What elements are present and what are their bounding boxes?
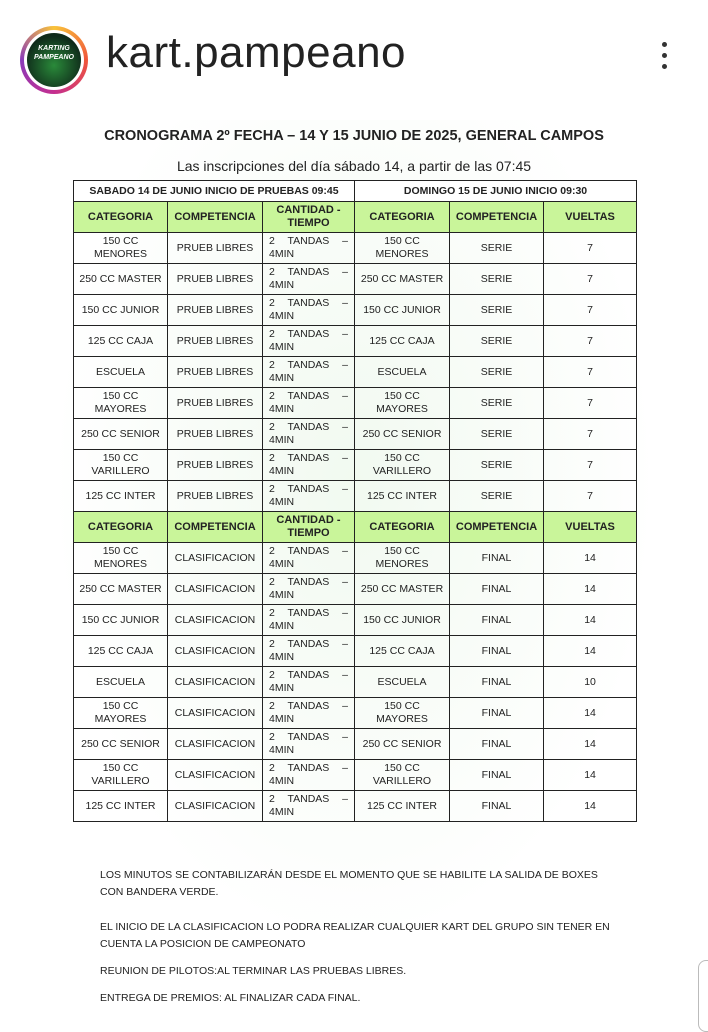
column-header: COMPETENCIA (450, 512, 544, 543)
table-cell: FINAL (450, 605, 544, 636)
table-cell: 250 CC SENIOR (355, 729, 450, 760)
column-header-row (74, 202, 637, 233)
table-cell: 7 (544, 450, 637, 481)
table-cell: PRUEB LIBRES (168, 388, 263, 419)
column-header: CATEGORIA (355, 202, 450, 233)
table-cell: PRUEB LIBRES (168, 233, 263, 264)
column-header: CANTIDAD - TIEMPO (263, 512, 355, 543)
table-cell: CLASIFICACION (168, 605, 263, 636)
table-cell: 14 (544, 605, 637, 636)
table-cell: 125 CC CAJA (355, 636, 450, 667)
table-cell: CLASIFICACION (168, 636, 263, 667)
table-cell: SERIE (450, 481, 544, 512)
table-cell: 150 CC MAYORES (74, 388, 168, 419)
table-cell: 7 (544, 233, 637, 264)
table-cell: PRUEB LIBRES (168, 450, 263, 481)
table-cell: 125 CC INTER (74, 791, 168, 822)
table-cell: 2 TANDAS – 4MIN (263, 419, 355, 450)
table-cell: 2 TANDAS – 4MIN (263, 450, 355, 481)
table-row (74, 729, 637, 760)
table-cell: PRUEB LIBRES (168, 264, 263, 295)
table-cell: 14 (544, 760, 637, 791)
table-row (74, 636, 637, 667)
table-cell: SERIE (450, 326, 544, 357)
table-cell: 150 CC MENORES (74, 233, 168, 264)
table-cell: 150 CC JUNIOR (74, 605, 168, 636)
table-cell: SERIE (450, 264, 544, 295)
table-cell: 10 (544, 667, 637, 698)
table-row (74, 543, 637, 574)
table-cell: 14 (544, 791, 637, 822)
table-cell: PRUEB LIBRES (168, 295, 263, 326)
note-minutes: LOS MINUTOS SE CONTABILIZARÁN DESDE EL MOMENTO QUE SE HABILITE LA SALIDA DE BOXES CON BANDERA VERDE. (100, 869, 598, 898)
table-cell: 150 CC MAYORES (355, 698, 450, 729)
day-header-row (74, 181, 637, 202)
table-row (74, 667, 637, 698)
table-cell: 150 CC VARILLERO (355, 450, 450, 481)
table-cell: 2 TANDAS – 4MIN (263, 698, 355, 729)
table-cell: SERIE (450, 233, 544, 264)
table-cell: 7 (544, 481, 637, 512)
table-cell: 2 TANDAS – 4MIN (263, 295, 355, 326)
table-cell: 150 CC JUNIOR (355, 605, 450, 636)
table-cell: FINAL (450, 667, 544, 698)
schedule-document (0, 120, 708, 1024)
table-cell: SERIE (450, 295, 544, 326)
table-cell: CLASIFICACION (168, 729, 263, 760)
table-cell: 2 TANDAS – 4MIN (263, 636, 355, 667)
table-cell: CLASIFICACION (168, 760, 263, 791)
column-header: VUELTAS (544, 202, 637, 233)
table-cell: 150 CC VARILLERO (74, 760, 168, 791)
column-header: VUELTAS (544, 512, 637, 543)
notes (100, 867, 620, 1021)
table-cell: 125 CC CAJA (74, 636, 168, 667)
column-header-row (74, 512, 637, 543)
table-cell: 2 TANDAS – 4MIN (263, 791, 355, 822)
note-awards: ENTREGA DE PREMIOS: AL FINALIZAR CADA FINAL. (100, 992, 361, 1004)
table-cell: 250 CC MASTER (74, 574, 168, 605)
column-header: CATEGORIA (74, 202, 168, 233)
table-row (74, 760, 637, 791)
schedule-table (73, 180, 637, 822)
table-cell: SERIE (450, 388, 544, 419)
table-cell: ESCUELA (355, 357, 450, 388)
logo-text: KARTING PAMPEANO (34, 45, 74, 61)
column-header: COMPETENCIA (450, 202, 544, 233)
table-cell: 150 CC VARILLERO (74, 450, 168, 481)
side-panel-edge (698, 960, 708, 1032)
note-classification: EL INICIO DE LA CLASIFICACION LO PODRA REALIZAR CUALQUIER KART DEL GRUPO SIN TENER EN CUENTA LA POSICION DE CAMPEONATO (100, 921, 610, 950)
column-header: CANTIDAD - TIEMPO (263, 202, 355, 233)
saturday-header: SABADO 14 DE JUNIO INICIO DE PRUEBAS 09:45 (74, 181, 355, 202)
table-cell: 150 CC MAYORES (74, 698, 168, 729)
karting-logo-icon (27, 33, 81, 87)
more-options-icon[interactable] (656, 42, 672, 78)
table-cell: PRUEB LIBRES (168, 419, 263, 450)
table-cell: FINAL (450, 760, 544, 791)
column-header: CATEGORIA (74, 512, 168, 543)
sunday-header: DOMINGO 15 DE JUNIO INICIO 09:30 (355, 181, 637, 202)
table-row (74, 605, 637, 636)
table-cell: 250 CC MASTER (74, 264, 168, 295)
document-title: CRONOGRAMA 2º FECHA – 14 Y 15 JUNIO DE 2025, GENERAL CAMPOS (104, 128, 604, 144)
table-cell: 125 CC CAJA (355, 326, 450, 357)
table-cell: 250 CC SENIOR (74, 729, 168, 760)
table-row (74, 574, 637, 605)
table-cell: 125 CC CAJA (74, 326, 168, 357)
profile-avatar[interactable] (20, 26, 88, 94)
table-cell: 125 CC INTER (74, 481, 168, 512)
table-row (74, 233, 637, 264)
document-subtitle: Las inscripciones del día sábado 14, a partir de las 07:45 (176, 158, 532, 174)
table-cell: 7 (544, 357, 637, 388)
table-row (74, 357, 637, 388)
table-cell: CLASIFICACION (168, 543, 263, 574)
table-cell: FINAL (450, 729, 544, 760)
table-cell: 125 CC INTER (355, 481, 450, 512)
table-cell: FINAL (450, 636, 544, 667)
table-row (74, 388, 637, 419)
table-cell: CLASIFICACION (168, 698, 263, 729)
table-cell: 150 CC JUNIOR (74, 295, 168, 326)
table-row (74, 264, 637, 295)
table-cell: SERIE (450, 357, 544, 388)
table-cell: 2 TANDAS – 4MIN (263, 233, 355, 264)
table-cell: 14 (544, 543, 637, 574)
table-cell: 14 (544, 636, 637, 667)
table-cell: 14 (544, 574, 637, 605)
post-header (0, 0, 708, 120)
table-cell: ESCUELA (74, 357, 168, 388)
table-row (74, 419, 637, 450)
table-cell: ESCUELA (355, 667, 450, 698)
table-cell: 7 (544, 419, 637, 450)
table-cell: SERIE (450, 419, 544, 450)
table-row (74, 481, 637, 512)
table-cell: 7 (544, 264, 637, 295)
table-cell: 14 (544, 698, 637, 729)
note-drivers-meeting: REUNION DE PILOTOS:AL TERMINAR LAS PRUEBAS LIBRES. (100, 965, 407, 977)
table-cell: 7 (544, 388, 637, 419)
table-cell: FINAL (450, 574, 544, 605)
table-row (74, 791, 637, 822)
table-row (74, 450, 637, 481)
table-cell: 250 CC MASTER (355, 574, 450, 605)
table-cell: 150 CC MENORES (355, 543, 450, 574)
table-row (74, 326, 637, 357)
table-cell: 150 CC VARILLERO (355, 760, 450, 791)
table-cell: 2 TANDAS – 4MIN (263, 543, 355, 574)
table-cell: 150 CC MENORES (355, 233, 450, 264)
table-cell: 150 CC MAYORES (355, 388, 450, 419)
table-cell: CLASIFICACION (168, 791, 263, 822)
table-cell: 150 CC MENORES (74, 543, 168, 574)
table-cell: 2 TANDAS – 4MIN (263, 388, 355, 419)
table-cell: 2 TANDAS – 4MIN (263, 264, 355, 295)
table-row (74, 698, 637, 729)
table-cell: 14 (544, 729, 637, 760)
table-cell: PRUEB LIBRES (168, 481, 263, 512)
table-cell: 2 TANDAS – 4MIN (263, 326, 355, 357)
table-cell: 2 TANDAS – 4MIN (263, 481, 355, 512)
table-cell: CLASIFICACION (168, 574, 263, 605)
table-cell: 7 (544, 326, 637, 357)
table-cell: 7 (544, 295, 637, 326)
column-header: COMPETENCIA (168, 202, 263, 233)
table-cell: 125 CC INTER (355, 791, 450, 822)
table-cell: 250 CC SENIOR (74, 419, 168, 450)
table-cell: SERIE (450, 450, 544, 481)
table-cell: 2 TANDAS – 4MIN (263, 760, 355, 791)
table-cell: 250 CC SENIOR (355, 419, 450, 450)
table-cell: 150 CC JUNIOR (355, 295, 450, 326)
column-header: COMPETENCIA (168, 512, 263, 543)
table-cell: ESCUELA (74, 667, 168, 698)
table-cell: PRUEB LIBRES (168, 357, 263, 388)
table-cell: PRUEB LIBRES (168, 326, 263, 357)
table-cell: 2 TANDAS – 4MIN (263, 729, 355, 760)
table-row (74, 295, 637, 326)
profile-username[interactable]: kart.pampeano (106, 28, 407, 77)
table-cell: FINAL (450, 698, 544, 729)
table-cell: CLASIFICACION (168, 667, 263, 698)
table-cell: 250 CC MASTER (355, 264, 450, 295)
table-cell: 2 TANDAS – 4MIN (263, 574, 355, 605)
table-cell: 2 TANDAS – 4MIN (263, 667, 355, 698)
table-cell: FINAL (450, 543, 544, 574)
table-cell: FINAL (450, 791, 544, 822)
table-cell: 2 TANDAS – 4MIN (263, 605, 355, 636)
column-header: CATEGORIA (355, 512, 450, 543)
table-cell: 2 TANDAS – 4MIN (263, 357, 355, 388)
